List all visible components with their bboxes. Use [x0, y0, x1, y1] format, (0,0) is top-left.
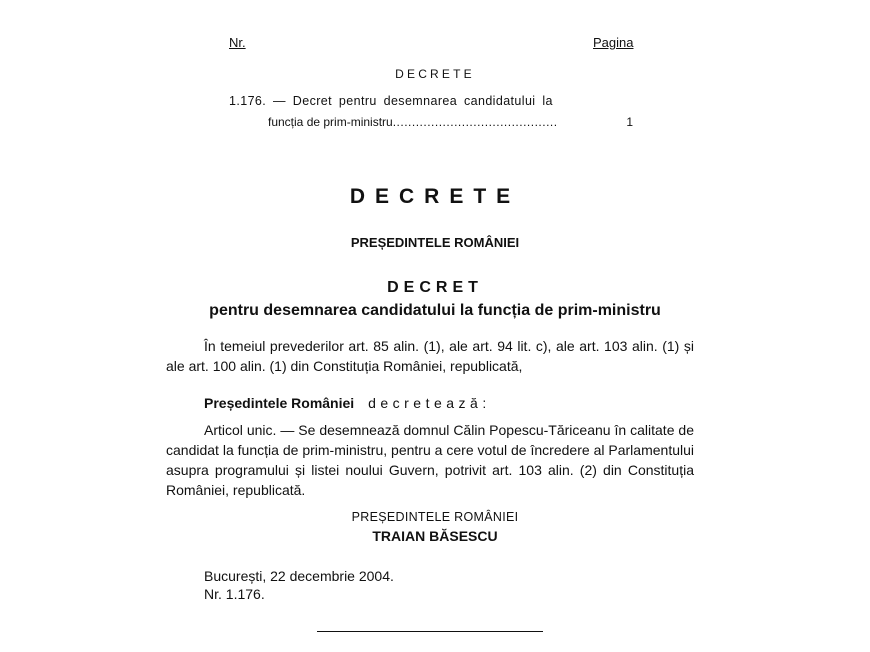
horizontal-rule: [317, 631, 543, 632]
toc-entry-line2: [268, 115, 633, 129]
toc-leader-dots: ...........................................: [392, 115, 558, 129]
toc-nr-header: Nr.: [229, 35, 246, 50]
preamble-paragraph: În temeiul prevederilor art. 85 alin. (1), ale art. 94 lit. c), ale art. 103 alin. (1) și ale art. 100 alin. (1) din Constituția României, republicată,: [166, 338, 694, 374]
place-date: București, 22 decembrie 2004.: [204, 568, 394, 584]
toc-entry-text: funcția de prim-ministru: [268, 115, 393, 129]
decrees-subject: Președintele României: [204, 395, 355, 411]
decrees-verb: decretează:: [368, 395, 491, 411]
toc-entry-line1: 1.176. — Decret pentru desemnarea candidatului la: [229, 94, 553, 108]
decree-subtitle: pentru desemnarea candidatului la funcția de prim-ministru: [209, 302, 661, 319]
president-heading: PREȘEDINTELE ROMÂNIEI: [350, 235, 520, 250]
article-paragraph: Articol unic. — Se desemnează domnul Călin Popescu-Tăriceanu în calitate de candidat la funcția de prim-ministru, pentru a cere votul de încredere al Parlamentului asupra programului și listei noului Guvern, potrivit art. 103 alin. (2) din Constituția României, republicată.: [166, 422, 694, 498]
decree-number: Nr. 1.176.: [204, 586, 265, 602]
toc-page-header: Pagina: [593, 35, 634, 50]
signature-name: TRAIAN BĂSESCU: [372, 528, 498, 544]
toc-entry-page: 1: [626, 115, 633, 129]
toc-section-title: DECRETE: [395, 67, 475, 81]
decrees-line: [204, 395, 491, 411]
signature-title: PREȘEDINTELE ROMÂNIEI: [351, 510, 519, 524]
decree-heading: DECRET: [387, 279, 483, 296]
section-title: DECRETE: [349, 185, 521, 208]
